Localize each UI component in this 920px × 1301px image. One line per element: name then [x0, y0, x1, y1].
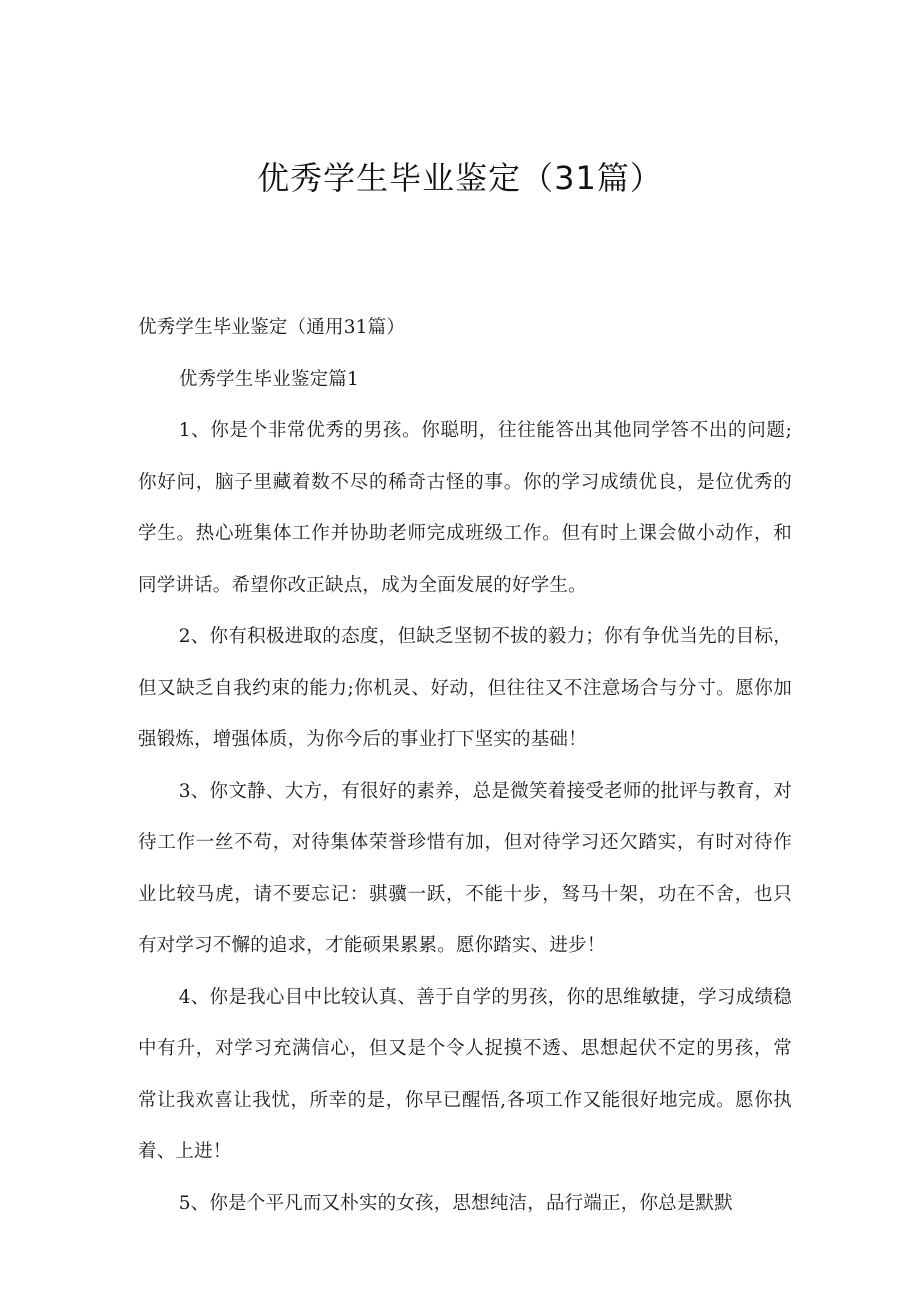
section-heading: 优秀学生毕业鉴定篇1	[178, 368, 359, 390]
document-subtitle: 优秀学生毕业鉴定（通用31篇）	[138, 317, 406, 338]
item-number: 2、	[178, 626, 210, 647]
item-text: 你有积极进取的态度，但缺乏坚韧不拔的毅力；你有争优当先的目标，但又缺乏自我约束的能力;你机灵、好动，但往往又不注意场合与分寸。愿你加强锻炼，增强体质，为你今后的事业打下坚实的基础！	[138, 626, 793, 750]
item-number: 1、	[178, 420, 211, 441]
evaluation-item-2	[138, 611, 792, 766]
evaluation-item-3	[138, 766, 792, 972]
item-number: 5、	[178, 1192, 210, 1214]
document-body	[138, 302, 792, 1229]
item-number: 3、	[178, 780, 210, 802]
item-text: 你是我心目中比较认真、善于自学的男孩，你的思维敏捷，学习成绩稳中有升，对学习充满信心，但又是个令人捉摸不透、思想起伏不定的男孩，常常让我欢喜让我忧，所幸的是，你早已醒悟,各项工作又能很好地完成。愿你执着、上进！	[138, 986, 793, 1162]
item-text: 你文静、大方，有很好的素养，总是微笑着接受老师的批评与教育，对待工作一丝不苟，对待集体荣誉珍惜有加，但对待学习还欠踏实，有时对待作业比较马虎，请不要忘记：骐骥一跃，不能十步，驽马十架，功在不舍，也只有对学习不懈的追求，才能硕果累累。愿你踏实、进步！	[138, 780, 793, 956]
evaluation-item-1	[138, 405, 792, 611]
item-text: 你是个平凡而又朴实的女孩，思想纯洁，品行端正，你总是默默	[209, 1192, 733, 1214]
evaluation-item-4	[138, 972, 792, 1178]
item-text: 你是个非常优秀的男孩。你聪明，往往能答出其他同学答不出的问题;你好问，脑子里藏着数不尽的稀奇古怪的事。你的学习成绩优良，是位优秀的学生。热心班集体工作并协助老师完成班级工作。但有时上课会做小动作，和同学讲话。希望你改正缺点，成为全面发展的好学生。	[138, 420, 793, 596]
item-number: 4、	[178, 986, 210, 1008]
document-title: 优秀学生毕业鉴定（31篇）	[257, 159, 663, 197]
evaluation-item-5	[138, 1178, 792, 1230]
